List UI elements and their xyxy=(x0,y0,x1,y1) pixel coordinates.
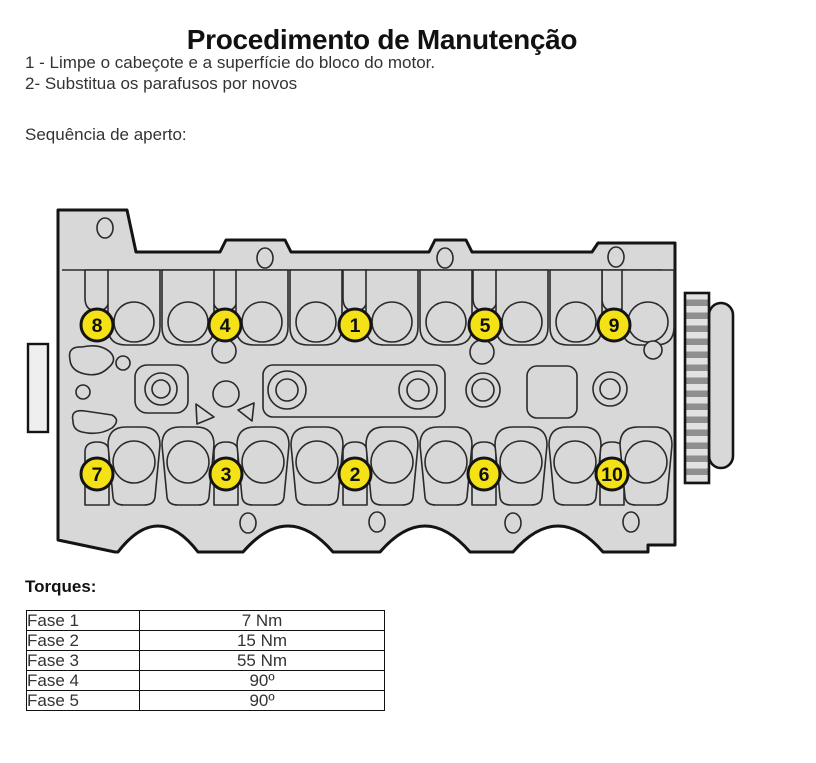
casting-blob xyxy=(73,411,117,434)
bolt-badge-number: 1 xyxy=(349,315,361,337)
boss-circle xyxy=(276,379,298,401)
bolt-bridge-top xyxy=(85,270,109,311)
bolt-bridge-top xyxy=(473,270,497,311)
boss-circle xyxy=(407,379,429,401)
bolt-badge-5 xyxy=(469,309,501,341)
boss-circle xyxy=(212,339,236,363)
torque-value-cell: 55 Nm xyxy=(140,651,385,671)
bolt-badge-number: 8 xyxy=(91,315,103,337)
boss-circle xyxy=(600,379,620,399)
bolt-badge-8 xyxy=(81,309,113,341)
boss-circle xyxy=(76,385,90,399)
valve-bore xyxy=(502,302,542,342)
torque-phase-cell: Fase 3 xyxy=(27,651,140,671)
bolt-badge-number: 6 xyxy=(478,464,490,486)
torque-phase-cell: Fase 5 xyxy=(27,691,140,711)
boss-circle xyxy=(472,379,494,401)
torque-phase-cell: Fase 4 xyxy=(27,671,140,691)
oil-hole xyxy=(505,513,521,533)
oil-hole xyxy=(97,218,113,238)
bolt-badge-number: 5 xyxy=(479,315,491,337)
oil-hole xyxy=(240,513,256,533)
torque-phase-cell: Fase 2 xyxy=(27,631,140,651)
valve-bore xyxy=(426,302,466,342)
bolt-badge-number: 2 xyxy=(349,464,361,486)
torques-label: Torques: xyxy=(25,577,97,596)
valve-bore xyxy=(625,441,667,483)
valve-bore xyxy=(425,441,467,483)
bolt-badge-number: 10 xyxy=(601,464,623,486)
valve-bore xyxy=(242,302,282,342)
bolt-badge-10 xyxy=(596,458,628,490)
bolt-badge-6 xyxy=(468,458,500,490)
torque-table xyxy=(26,610,385,711)
torque-row-1 xyxy=(27,611,385,631)
valve-bore xyxy=(554,441,596,483)
oil-hole xyxy=(608,247,624,267)
bolt-badge-number: 9 xyxy=(608,315,620,337)
blank-boss-square xyxy=(527,366,577,418)
bolt-badge-9 xyxy=(598,309,630,341)
valve-bore xyxy=(556,302,596,342)
bolt-bridge-top xyxy=(213,270,237,311)
bolt-badge-number: 7 xyxy=(91,464,103,486)
bolt-badge-number: 3 xyxy=(220,464,232,486)
boss-circle xyxy=(152,380,170,398)
oil-hole xyxy=(257,248,273,268)
boss-circle xyxy=(470,340,494,364)
torque-value-cell: 90º xyxy=(140,691,385,711)
valve-bore xyxy=(114,302,154,342)
valve-bore xyxy=(372,302,412,342)
valve-bore xyxy=(500,441,542,483)
valve-bore xyxy=(296,441,338,483)
boss-circle xyxy=(213,381,239,407)
valve-bore xyxy=(113,441,155,483)
bolt-bridge-top xyxy=(343,270,367,311)
timing-gear xyxy=(685,293,733,483)
torque-row-2 xyxy=(27,631,385,651)
valve-bore xyxy=(242,441,284,483)
torque-value-cell: 90º xyxy=(140,671,385,691)
valve-bore xyxy=(168,302,208,342)
instruction-step-1: 1 - Limpe o cabeçote e a superfície do bloco do motor. xyxy=(25,53,436,72)
gear-teeth-strip xyxy=(685,293,709,483)
valve-bore xyxy=(296,302,336,342)
instruction-step-2: 2- Substitua os parafusos por novos xyxy=(25,74,298,93)
page-title: Procedimento de Manutenção xyxy=(186,23,578,55)
torque-row-4 xyxy=(27,671,385,691)
oil-hole xyxy=(623,512,639,532)
valve-bore xyxy=(628,302,668,342)
bolt-badge-number: 4 xyxy=(219,315,231,337)
boss-circle xyxy=(644,341,662,359)
oil-hole xyxy=(437,248,453,268)
torque-value-cell: 15 Nm xyxy=(140,631,385,651)
boss-circle xyxy=(116,356,130,370)
torque-value-cell: 7 Nm xyxy=(140,611,385,631)
bolt-badge-3 xyxy=(210,458,242,490)
gear-hub-cap xyxy=(709,303,733,468)
bolt-badge-4 xyxy=(209,309,241,341)
torque-row-3 xyxy=(27,651,385,671)
sequence-label: Sequência de aperto: xyxy=(25,125,187,144)
oil-hole xyxy=(369,512,385,532)
valve-bore xyxy=(371,441,413,483)
torque-row-5 xyxy=(27,691,385,711)
bolt-badge-1 xyxy=(339,309,371,341)
valve-bore xyxy=(167,441,209,483)
bolt-badge-2 xyxy=(339,458,371,490)
left-bracket xyxy=(28,344,48,432)
tightening-sequence-diagram xyxy=(0,190,760,580)
bolt-badge-7 xyxy=(81,458,113,490)
torque-phase-cell: Fase 1 xyxy=(27,611,140,631)
torque-table-body xyxy=(27,611,385,711)
